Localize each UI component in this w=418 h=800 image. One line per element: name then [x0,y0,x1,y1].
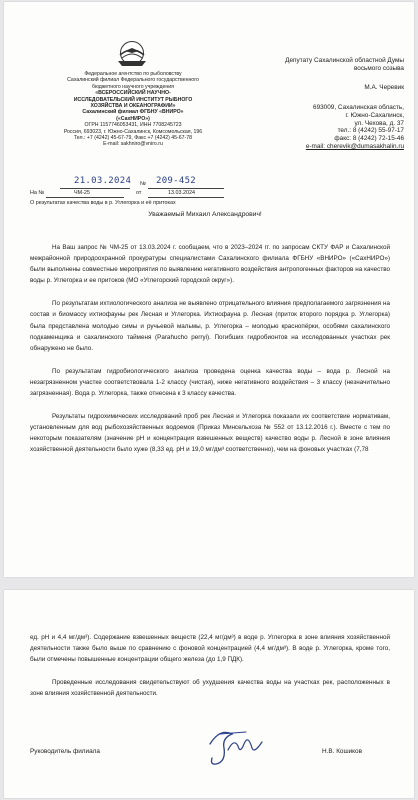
addressee-line: г. Южно-Сахалинск, [345,111,404,119]
org-line: Сахалинский филиал Федерального государственного [67,77,199,84]
paragraph: На Ваш запрос № ЧМ-25 от 13.03.2024 г. сообщаем, что в 2023–2024 гг. по запросам СКТУ ФАР и Сахалинской межрайонной природоохранной прокуратуры специалистами Сахалинского филиала ФГБНУ «ВНИРО» («СахНИРО») были выполнены совместные мероприятия по выявлению негативного воздействия антропогенных факторов на качество воды р. Углегорка и ее притоков (МО «Углегорский городской округ»). [30,244,390,285]
org-line: ИССЛЕДОВАТЕЛЬСКИЙ ИНСТИТУТ РЫБНОГО [73,96,193,103]
reference-on-label: На № [30,190,45,196]
addressee-name: М.А. Черевик [364,84,404,92]
paragraph: По результатам ихтиологического анализа не выявлено отрицательного влияния предполагаемого загрязнения на состав и биомассу ихтиофауны рек Лесная и Углегорка. Ихтиофауна р. Лесная (приток второго порядка р. Углегорка) была представлена молодью симы и ручьевой мальмы, р. Углегорка – молодью краснопёрки, особями сахалинского подкаменщика и сахалинского тайменя (Parahucho perryi). Погибших гидробионтов на исследованных участках рек обнаружено не было. [30,300,390,352]
reference-date-underline [148,197,224,198]
addressee-email-link[interactable]: e-mail: cherevik@dumasakhalin.ru [305,142,404,150]
org-line: Россия, 693023, г. Южно-Сахалинск, Комсомольская, 196 [63,128,203,135]
signatory-position: Руководитель филиала [30,748,100,755]
addressee-line: факс: 8 (4242) 72-15-46 [334,134,404,142]
date-underline [60,188,130,189]
paragraph: ед. pH и 4,4 мг/дм³). Содержание взвешенных веществ (22,4 мг/дм³) в воде р. Углегорка в зоне влияния хозяйственной деятельности также было выше по сравнению с фоновой концентрацией (4,4 мг/дм³). В воде р. Углегорка, кроме того, были отмечены повышенные концентрации общего железа (до 1,9 ПДК). [30,634,390,664]
salutation: Уважаемый Михаил Александрович! [148,211,262,218]
addressee-line: ул. Чехова, д. 37 [354,119,404,127]
letter-body-page-2 [30,632,390,711]
org-line: ХОЗЯЙСТВА И ОКЕАНОГРАФИИ» [90,103,176,110]
addressee-line: тел.: 8 (4242) 55-97-17 [337,127,404,135]
paragraph: Проведенные исследования свидетельствуют об ухудшения качества воды на участках рек, расположенных в зоне влияния хозяйственной деятельности. [30,679,390,698]
org-line: Тел.: +7 (4242) 45-67-79, Факс +7 (4242) 45-67-78 [73,135,193,142]
reference-number: ЧМ-25 [74,190,90,196]
addressee-block [244,57,404,150]
sender-organization-block [30,71,236,148]
org-line: («СахНИРО») [116,115,150,122]
paragraph: По результатам гидробиологического анализа проведена оценка качества воды – вода р. Лесной на незагрязненном участке соответствовала 1-2 классу (чистая), ниже негативного воздействия – 3 классу (незначительно загрязненная). Вода р. Углегорка, также отнесена к 3 классу качества. [30,367,390,398]
registration-number-handwritten: 209-452 [156,176,197,186]
number-underline [148,188,224,189]
registration-date-handwritten: 21.03.2024 [74,176,132,186]
signatory-name: Н.В. Кошиков [322,748,362,755]
org-line: «ВСЕРОССИЙСКИЙ НАУЧНО- [95,90,171,97]
org-line: Сахалинский филиал ФГБНУ «ВНИРО» [82,109,184,116]
reference-number-underline [46,197,124,198]
letter-subject: О результатах качества воды в р. Углегорка и её притоках [30,200,176,206]
org-line: ОГРН 1157746053431, ИНН 7708245723 [84,122,182,129]
addressee-line: восьмого созыва [353,64,404,72]
addressee-line: 693009, Сахалинская область, [313,104,404,112]
org-line: бюджетного научного учреждения [92,83,174,90]
reference-from-label: от [136,190,142,196]
handwritten-signature [202,724,274,768]
paragraph: Результаты гидрохимических исследований проб рек Лесная и Углегорка показали их соответствие нормативам, установленным для вод рыбохозяйственных водоемов (Приказ Минсельхоза № 552 от 13.12.2016 г.). Вместе с тем по некоторым показателям (значение pH и концентрация взвешенных веществ) качество воды р. Лесной в зоне влияния хозяйственной деятельности было хуже (8,33 ед. pH и 19,0 мг/дм³ соответственно), чем на фоновых участках (7,78 [30,413,390,454]
addressee-line: Депутату Сахалинской областной Думы [285,57,404,64]
registration-number-prefix: № [140,181,146,187]
org-line: E-mail: sakhniro@vniro.ru [103,141,163,148]
org-line: Федеральное агентство по рыболовству [84,71,182,77]
letter-body-page-1 [30,242,390,468]
vniro-logo-icon [116,40,148,70]
reference-date: 13.03.2024 [168,190,195,196]
